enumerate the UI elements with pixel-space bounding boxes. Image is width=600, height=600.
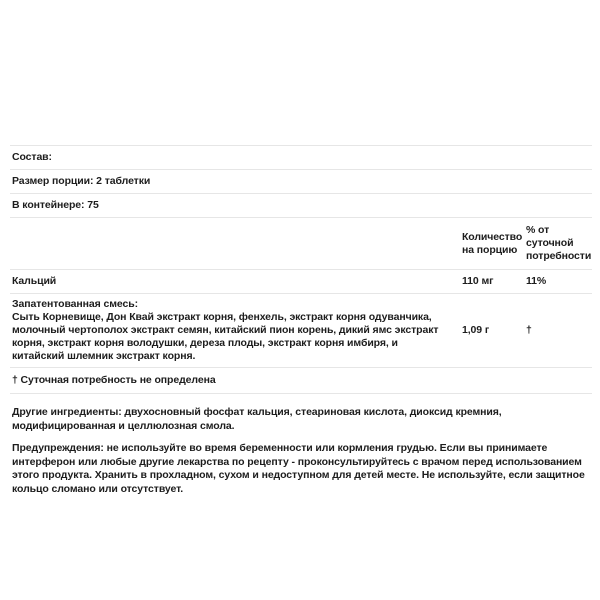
nutrient-row-calcium [10,269,592,293]
amount-column-header: Количество на порцию [462,230,523,256]
blend-name: Запатентованная смесь: [12,298,138,310]
info-paragraphs [12,406,588,496]
proprietary-blend-row [10,293,592,367]
servings-per-container-row [10,193,592,217]
daily-value-footnote: † Суточная потребность не определена [12,374,216,386]
blend-text [10,298,462,363]
nutrient-daily-value: 11% [526,275,547,287]
blend-ingredients: Сыть Корневище, Дон Квай экстракт корня, фенхель, экстракт корня одуванчика, молочный чертополох экстракт семян, китайский пион корень, дикий ямс экстракт корня, экстракт корня володушки, дереза плоды, экстракт корня имбиря, и китайский шлемник экстракт корня. [12,311,439,362]
composition-label: Состав: [12,151,52,163]
other-ingredients-paragraph: Другие ингредиенты: двухосновный фосфат кальция, стеариновая кислота, диоксид кремния, модифицированная и целлюлозная смола. [12,406,502,432]
nutrient-name: Кальций [12,275,57,287]
composition-row [10,145,592,169]
daily-value-column-header: % от суточной потребности [526,224,592,262]
serving-size-row [10,169,592,193]
nutrient-amount: 110 мг [462,275,494,287]
serving-size-label: Размер порции: 2 таблетки [12,175,151,187]
supplement-facts-table [10,145,592,394]
blend-daily-value: † [526,324,532,336]
footnote-row [10,367,592,394]
table-header-row [10,217,592,269]
servings-per-container-label: В контейнере: 75 [12,199,99,211]
blend-amount: 1,09 г [462,324,490,336]
warnings-paragraph: Предупреждения: не используйте во время беременности или кормления грудью. Если вы принимаете интерферон или любые другие лекарства по рецепту - проконсультируйтесь с врачом перед использованием этого продукта. Хранить в прохладном, сухом и недоступном для детей месте. Не используйте, если защитное кольцо сломано или отсутствует. [12,442,585,495]
